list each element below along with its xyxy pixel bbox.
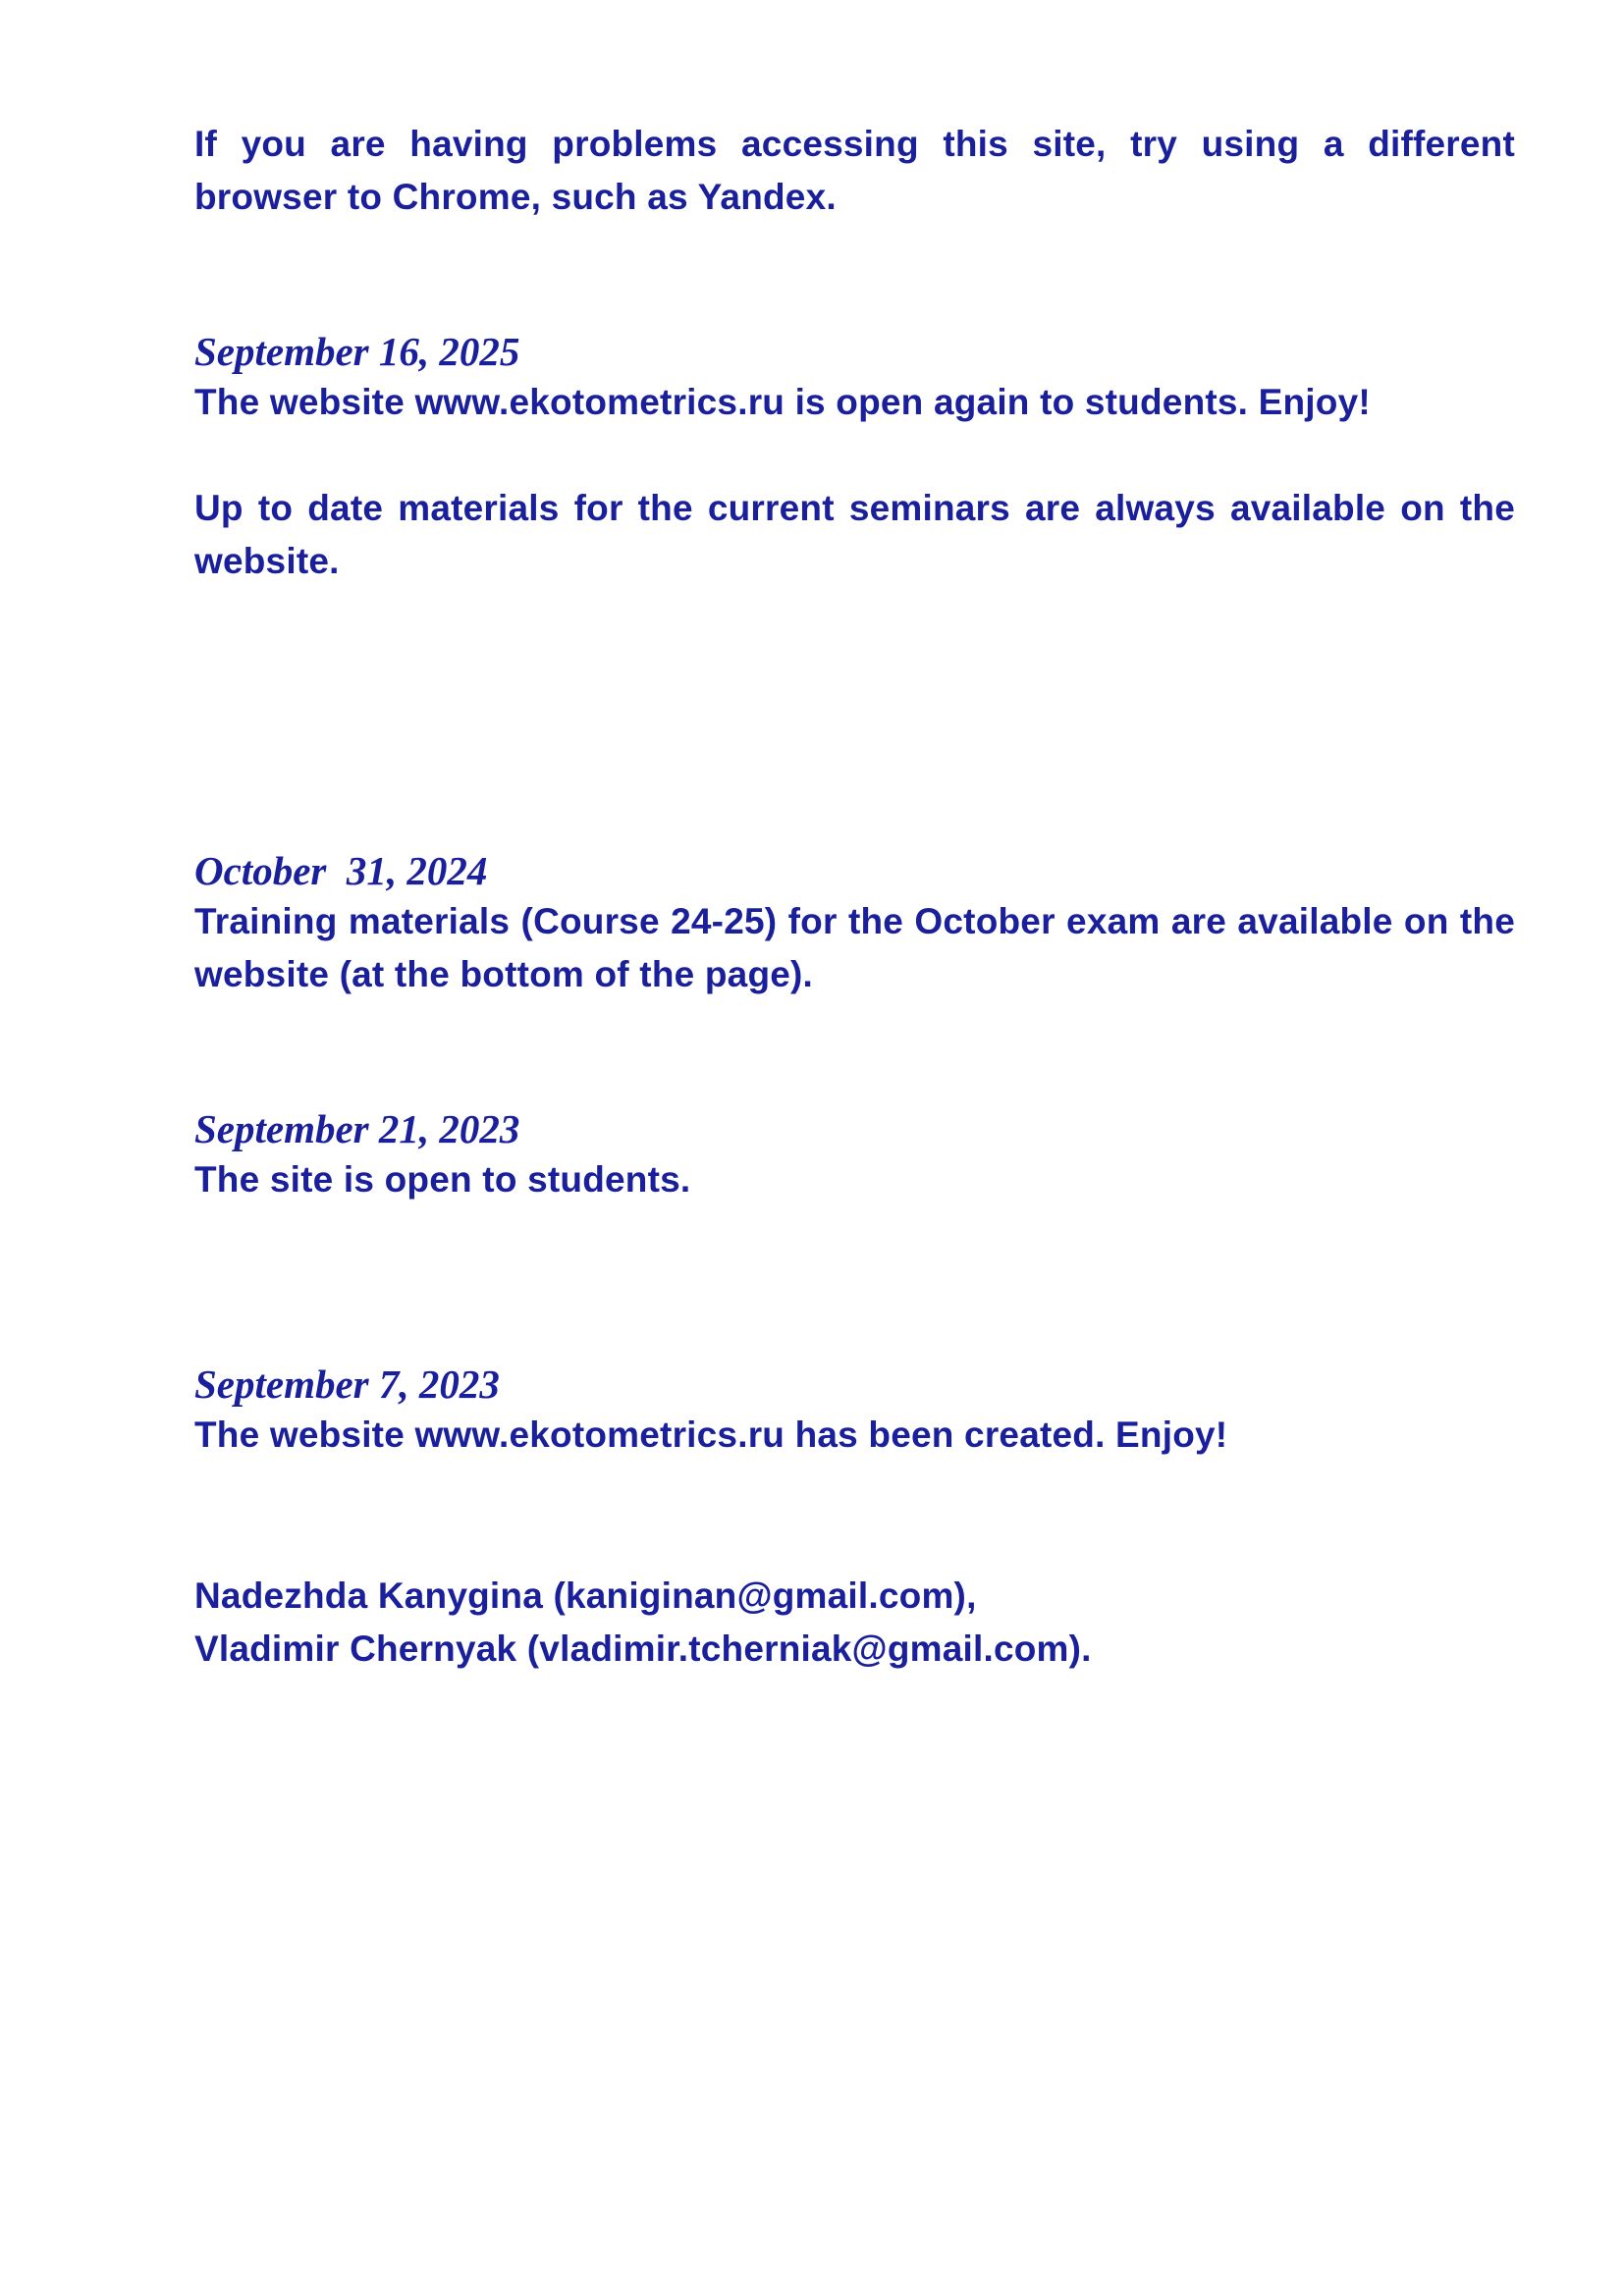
signature-line-kanygina: Nadezhda Kanygina (kaniginan@gmail.com), xyxy=(194,1575,977,1616)
entry-text: Up to date materials for the current seminars are always available on the website. xyxy=(194,488,1515,581)
signature-line-chernyak: Vladimir Chernyak (vladimir.tcherniak@gmail.com). xyxy=(194,1629,1092,1669)
news-entry-2024-10-31 xyxy=(194,846,1515,1001)
entry-date: September 7, 2023 xyxy=(194,1362,500,1407)
entry-text: Training materials (Course 24-25) for the October exam are available on the website (at the bottom of the page). xyxy=(194,901,1515,994)
entry-text: The site is open to students. xyxy=(194,1159,691,1200)
access-notice-text: If you are having problems accessing this site, try using a different browser to Chrome, such as Yandex. xyxy=(194,124,1515,217)
access-notice xyxy=(194,118,1515,224)
signature xyxy=(194,1570,1515,1676)
entry-date: October 31, 2024 xyxy=(194,848,488,893)
entry-date: September 21, 2023 xyxy=(194,1106,520,1151)
news-entry-2025-09-16 xyxy=(194,327,1515,588)
entry-text: The website www.ekotometrics.ru has been created. Enjoy! xyxy=(194,1415,1228,1455)
news-entry-2023-09-07 xyxy=(194,1360,1515,1462)
entry-date: September 16, 2025 xyxy=(194,329,520,374)
news-entry-2023-09-21 xyxy=(194,1104,1515,1206)
entry-text: The website www.ekotometrics.ru is open again to students. Enjoy! xyxy=(194,382,1371,422)
